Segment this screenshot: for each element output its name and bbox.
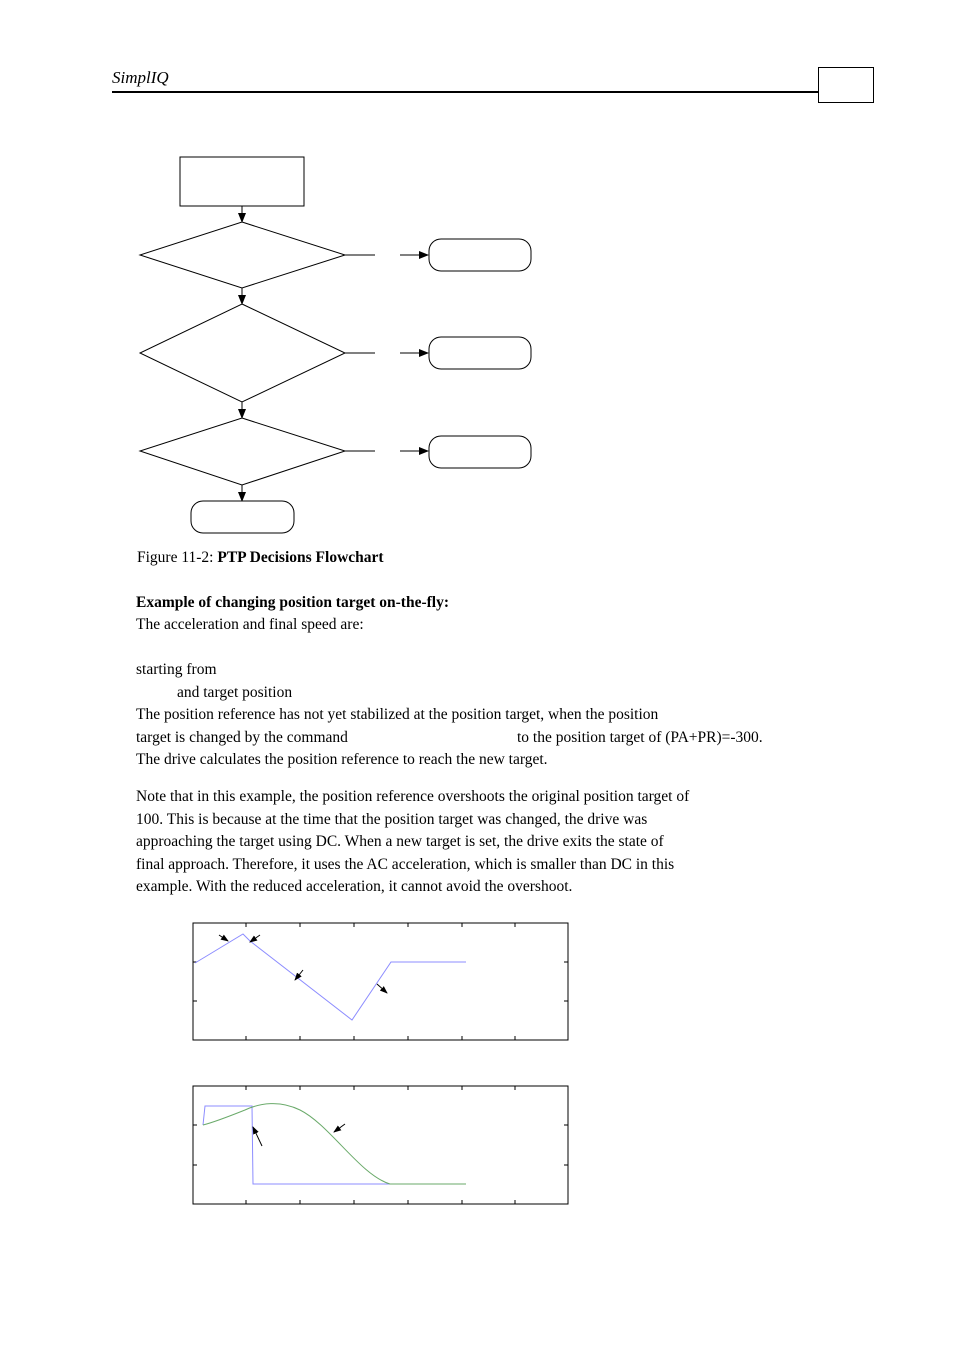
starting-from-line: starting from <box>136 661 217 678</box>
para2-line: 100. This is because at the time that the position target was changed, the drive was <box>136 810 648 828</box>
para1-line2b: to the position target of (PA+PR)=-300. <box>517 729 763 746</box>
para2-line: example. With the reduced acceleration, it cannot avoid the overshoot. <box>136 878 573 895</box>
position-reference-plot <box>193 923 568 1040</box>
para1-line1: The position reference has not yet stabilized at the position target, when the position <box>136 706 659 723</box>
plot-frame <box>193 1086 568 1204</box>
figure-caption-prefix: Figure 11-2: <box>137 549 218 566</box>
speed-plot <box>193 1086 568 1204</box>
para1-line2a: target is changed by the command <box>136 729 348 746</box>
figure-caption-title: PTP Decisions Flowchart <box>217 549 384 566</box>
para2-line: approaching the target using DC. When a new target is set, the drive exits the state of <box>136 833 664 850</box>
section-heading: Example of changing position target on-the-fly: <box>136 594 450 611</box>
para2-line: final approach. Therefore, it uses the AC acceleration, which is smaller than DC in this <box>136 855 675 873</box>
header-title: SimplIQ <box>112 68 169 87</box>
para2-line: Note that in this example, the position reference overshoots the original position target of <box>136 788 690 805</box>
target-position-line: and target position <box>177 684 293 701</box>
para1-line3: The drive calculates the position reference to reach the new target. <box>136 751 548 768</box>
accel-speed-line: The acceleration and final speed are: <box>136 616 364 633</box>
